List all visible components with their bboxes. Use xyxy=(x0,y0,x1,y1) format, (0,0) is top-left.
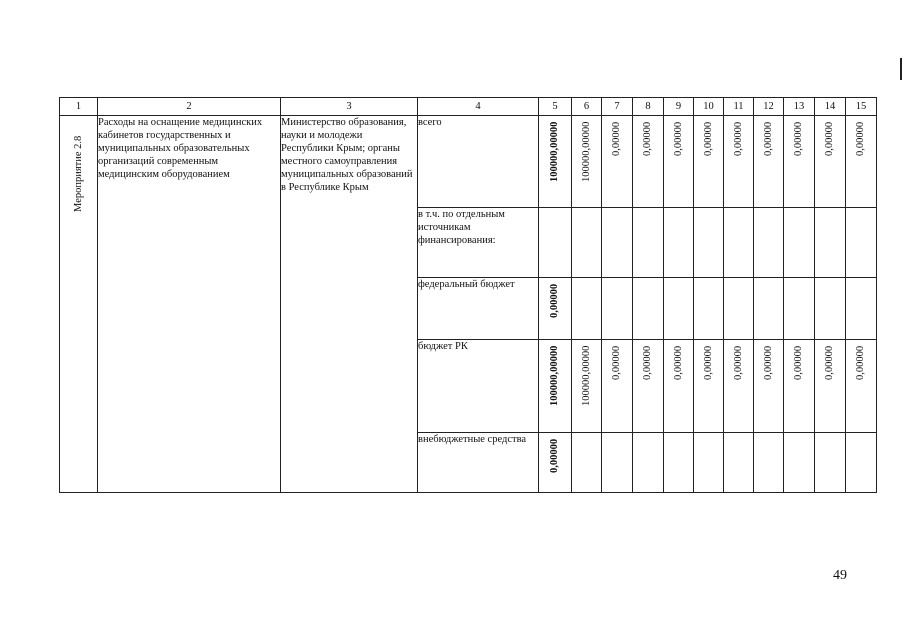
value-text: 0,00000 xyxy=(702,121,714,156)
value-cell xyxy=(633,116,664,208)
value-cell xyxy=(602,340,633,433)
value-cell xyxy=(846,433,877,493)
value-text: 100000,00000 xyxy=(549,345,560,406)
column-number-8: 8 xyxy=(633,98,664,116)
value-text: 0,00000 xyxy=(642,121,653,156)
value-cell xyxy=(724,278,754,340)
funding-source-label: внебюджетные средства xyxy=(418,433,539,493)
value-text: 0,00000 xyxy=(732,345,744,380)
value-cell xyxy=(784,116,815,208)
activity-cell xyxy=(60,116,98,493)
description-cell: Расходы на оснащение медицинских кабинетов государственных и муниципальных образовательных организаций современным медицинским оборудованием xyxy=(98,116,281,493)
funding-source-label: бюджет РК xyxy=(418,340,539,433)
value-cell xyxy=(784,208,815,278)
value-cell xyxy=(846,340,877,433)
column-number-12: 12 xyxy=(754,98,784,116)
value-cell xyxy=(724,433,754,493)
value-cell xyxy=(539,208,572,278)
value-cell xyxy=(602,278,633,340)
value-cell xyxy=(724,116,754,208)
column-number-6: 6 xyxy=(572,98,602,116)
value-cell xyxy=(664,116,694,208)
value-cell xyxy=(664,433,694,493)
value-text: 0,00000 xyxy=(611,121,622,156)
value-cell xyxy=(539,433,572,493)
value-cell xyxy=(572,340,602,433)
column-number-9: 9 xyxy=(664,98,694,116)
value-text: 0,00000 xyxy=(824,121,835,156)
value-cell xyxy=(754,116,784,208)
value-text: 0,00000 xyxy=(732,121,744,156)
activity-label: Мероприятие 2.8 xyxy=(72,135,84,212)
value-cell xyxy=(694,208,724,278)
value-text: 0,00000 xyxy=(793,345,804,380)
value-cell xyxy=(694,433,724,493)
value-text: 0,00000 xyxy=(762,121,774,156)
column-number-1: 1 xyxy=(60,98,98,116)
value-cell xyxy=(784,340,815,433)
value-cell xyxy=(572,278,602,340)
column-number-11: 11 xyxy=(724,98,754,116)
value-text: 100000,00000 xyxy=(580,345,592,406)
value-text: 0,00000 xyxy=(762,345,774,380)
column-number-3: 3 xyxy=(281,98,418,116)
value-cell xyxy=(602,208,633,278)
value-cell xyxy=(694,340,724,433)
value-cell xyxy=(694,116,724,208)
value-cell xyxy=(815,433,846,493)
value-cell xyxy=(724,208,754,278)
column-number-13: 13 xyxy=(784,98,815,116)
value-cell xyxy=(784,433,815,493)
value-cell xyxy=(633,208,664,278)
value-cell xyxy=(724,340,754,433)
value-cell xyxy=(633,278,664,340)
value-cell xyxy=(664,278,694,340)
page-number: 49 xyxy=(833,568,847,583)
value-text: 0,00000 xyxy=(672,121,684,156)
value-cell xyxy=(664,208,694,278)
value-cell xyxy=(572,208,602,278)
value-cell xyxy=(539,116,572,208)
budget-table xyxy=(59,97,877,493)
value-text: 0,00000 xyxy=(855,121,866,156)
executor-cell: Министерство образования, науки и молодежи Республики Крым; органы местного самоуправления муниципальных образований в Республике Крым xyxy=(281,116,418,493)
value-cell xyxy=(754,278,784,340)
column-number-2: 2 xyxy=(98,98,281,116)
value-text: 0,00000 xyxy=(611,345,622,380)
value-text: 0,00000 xyxy=(702,345,714,380)
value-cell xyxy=(539,340,572,433)
value-text: 0,00000 xyxy=(855,345,866,380)
column-number-14: 14 xyxy=(815,98,846,116)
column-number-4: 4 xyxy=(418,98,539,116)
funding-row xyxy=(60,116,877,208)
page-edge-mark xyxy=(900,58,902,80)
funding-source-label: федеральный бюджет xyxy=(418,278,539,340)
value-cell xyxy=(633,433,664,493)
value-cell xyxy=(572,433,602,493)
value-cell xyxy=(754,433,784,493)
value-cell xyxy=(664,340,694,433)
value-cell xyxy=(539,278,572,340)
column-number-5: 5 xyxy=(539,98,572,116)
funding-source-label: всего xyxy=(418,116,539,208)
value-cell xyxy=(815,208,846,278)
value-cell xyxy=(846,208,877,278)
value-text: 0,00000 xyxy=(793,121,804,156)
header-row xyxy=(60,98,877,116)
column-number-10: 10 xyxy=(694,98,724,116)
value-cell xyxy=(754,340,784,433)
column-number-15: 15 xyxy=(846,98,877,116)
value-cell xyxy=(572,116,602,208)
value-text: 100000,00000 xyxy=(549,121,560,182)
value-cell xyxy=(602,433,633,493)
value-cell xyxy=(815,278,846,340)
value-cell xyxy=(815,116,846,208)
funding-source-label: в т.ч. по отдельным источникам финансирования: xyxy=(418,208,539,278)
value-text: 0,00000 xyxy=(642,345,653,380)
column-number-7: 7 xyxy=(602,98,633,116)
value-cell xyxy=(602,116,633,208)
value-cell xyxy=(815,340,846,433)
value-text: 100000,00000 xyxy=(580,121,592,182)
value-text: 0,00000 xyxy=(549,438,560,473)
value-cell xyxy=(784,278,815,340)
value-cell xyxy=(846,116,877,208)
value-cell xyxy=(846,278,877,340)
value-text: 0,00000 xyxy=(549,283,560,318)
value-cell xyxy=(633,340,664,433)
value-text: 0,00000 xyxy=(672,345,684,380)
value-cell xyxy=(694,278,724,340)
value-cell xyxy=(754,208,784,278)
value-text: 0,00000 xyxy=(824,345,835,380)
